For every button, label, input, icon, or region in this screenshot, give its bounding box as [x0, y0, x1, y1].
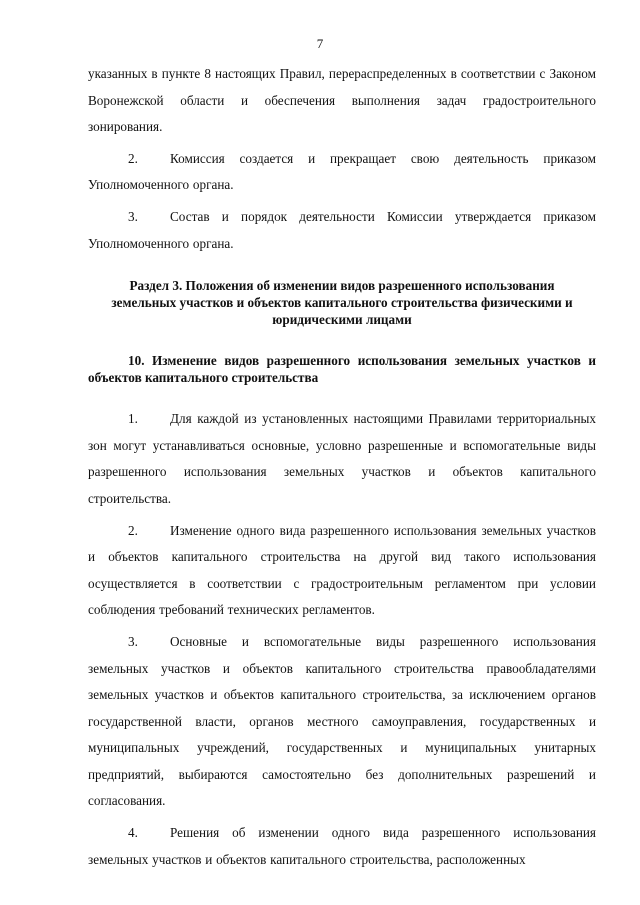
paragraph-item-2: [88, 146, 596, 199]
paragraph-item-3: [88, 629, 596, 815]
intro-paragraph: указанных в пункте 8 настоящих Правил, перераспределенных в соответствии с Законом Воронежской области и обеспечения выполнения задач градостроительного зонирования.: [88, 66, 596, 135]
item-number: 2.: [128, 150, 138, 166]
item-number: 1.: [128, 411, 138, 427]
item-text: Состав и порядок деятельности Комиссии утверждается приказом Уполномоченного органа.: [88, 208, 596, 251]
item-number: 2.: [128, 522, 138, 538]
item-text: Основные и вспомогательные виды разрешенного использования земельных участков и объектов капитального строительства правообладателями земельных участков и объектов капитального строительства, за исключением органов государственной власти, органов местного самоуправления, государственных и муниципальных учреждений, государственных и муниципальных унитарных предприятий, выбираются самостоятельно без дополнительных разрешений и согласования.: [88, 633, 596, 809]
subsection-heading: 10. Изменение видов разрешенного использования земельных участков и объектов капитального строительства: [88, 353, 596, 386]
item-number: 4.: [128, 825, 138, 841]
paragraph-item-4: [88, 820, 596, 873]
item-text: Решения об изменении одного вида разрешенного использования земельных участков и объектов капитального строительства, расположенных: [88, 825, 596, 867]
item-text: Комиссия создается и прекращает свою деятельность приказом Уполномоченного органа.: [88, 150, 596, 193]
item-text: Для каждой из установленных настоящими Правилами территориальных зон могут устанавливаться основные, условно разрешенные и вспомогательные виды разрешенного использования земельных участков и объектов капитального строительства.: [88, 411, 596, 506]
section-heading: Раздел 3. Положения об изменении видов разрешенного использования земельных участков и объектов капитального строительства физическими и юридическими лицами: [111, 278, 573, 328]
paragraph-item-3: [88, 204, 596, 257]
paragraph-item-2: [88, 518, 596, 624]
paragraph-item-1: [88, 406, 596, 512]
item-number: 3.: [128, 208, 138, 224]
document-body: [88, 61, 596, 873]
page-number: 7: [316, 36, 324, 51]
item-text: Изменение одного вида разрешенного использования земельных участков и объектов капитального строительства на другой вид такого использования осуществляется в соответствии с градостроительным регламентом при условии соблюдения требований технических регламентов.: [88, 522, 596, 618]
item-number: 3.: [128, 633, 138, 649]
